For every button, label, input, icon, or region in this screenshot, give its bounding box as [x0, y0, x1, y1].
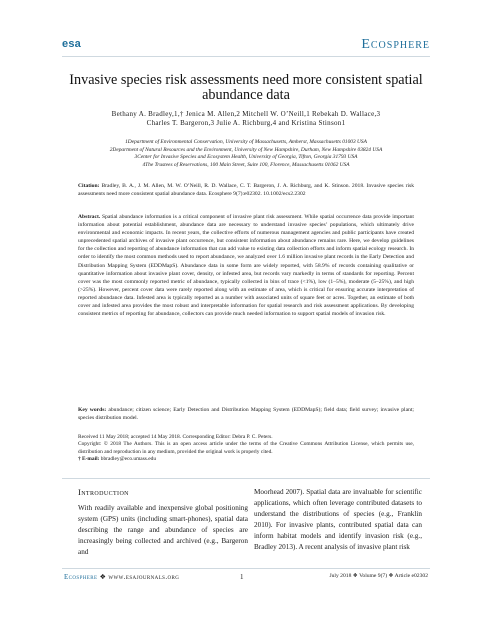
- affiliation-1: 1Department of Environmental Conservation, University of Massachusetts, Amherst, Massachusetts 01003 USA: [125, 139, 367, 145]
- footer-journal-name: Ecosphere: [64, 573, 98, 581]
- footer-journal: [64, 573, 179, 581]
- section-divider: [62, 478, 430, 479]
- keywords-label: Key words:: [78, 407, 107, 413]
- article-title: Invasive species risk assessments need more consistent spatial abundance data: [69, 72, 423, 103]
- affiliation-3: 3Center for Invasive Species and Ecosystem Health, University of Georgia, Tifton, Georgia 31793 USA: [134, 154, 358, 161]
- journal-name: Ecosphere: [361, 37, 430, 52]
- email-line: [78, 456, 414, 463]
- footer-divider: [62, 568, 430, 569]
- author-list: [62, 110, 430, 128]
- body-column-left: With readily available and inexpensive global positioning system (GPS) units (including smart-phones), spatial data describing the range and abundance of species are increasingly being collected and archived (e.g., Bargeron and: [78, 504, 248, 556]
- authors-line-2: Charles T. Bargeron,3 Julie A. Richburg,4 and Kristina Stinson1: [146, 119, 346, 127]
- section-heading-introduction: Introduction: [78, 488, 129, 497]
- citation-text: Bradley, B. A., J. M. Allen, M. W. O’Neill, R. D. Wallace, C. T. Bargeron, J. A. Richburg, and K. Stinson. 2018. Invasive species risk assessments need more consistent spatial abundance data. Ecosphere 9(7):e02302. 10.1002/ecs2.2302: [78, 183, 414, 197]
- body-column-right: Moorhead 2007). Spatial data are invaluable for scientific applications, which often leverage contributed datasets to understand the distributions of species (e.g., Franklin 2010). For invasive plants, contributed spatial data can inform habitat models and identify invasion risk (e.g., Bradley 2013). A recent analysis of invasive plant risk: [254, 488, 422, 551]
- abstract-label: Abstract.: [78, 214, 101, 220]
- citation-label: Citation:: [78, 183, 100, 189]
- citation-block: [78, 182, 414, 198]
- affiliations: [62, 139, 430, 169]
- copyright-line: Copyright: © 2018 The Authors. This is an open access article under the terms of the Creative Commons Attribution License, which permits use, distribution and reproduction in any medium, provided the original work is properly cited.: [78, 441, 414, 455]
- page-number: 1: [240, 573, 244, 581]
- top-band: [0, 0, 492, 34]
- abstract-block: [78, 213, 414, 318]
- received-line: Received 11 May 2018; accepted 14 May 2018. Corresponding Editor: Debra P. C. Peters.: [78, 434, 273, 440]
- footer-site[interactable]: ❖ www.esajournals.org: [97, 573, 180, 581]
- esa-logo: esa: [62, 38, 81, 50]
- header-divider: [62, 56, 430, 57]
- keywords-block: [78, 406, 414, 422]
- authors-line-1: Bethany A. Bradley,1,† Jenica M. Allen,2 Mitchell W. O’Neill,1 Rebekah D. Wallace,3: [111, 110, 381, 118]
- keywords-text: abundance; citizen science; Early Detection and Distribution Mapping System (EDDMapS); field data; field survey; invasive plant; species distribution model.: [78, 407, 414, 421]
- affiliation-2: 2Department of Natural Resources and the Environment, University of New Hampshire, Durham, New Hampshire 03824 USA: [109, 146, 383, 153]
- email-address[interactable]: bbradley@eco.umass.edu: [99, 456, 157, 463]
- affiliation-4: 4The Trustees of Reservations, 100 Main Street, Suite 100, Florence, Massachusetts 01062 USA: [142, 161, 350, 168]
- footer-issue-info: July 2018 ❖ Volume 9(7) ❖ Article e02302: [329, 573, 428, 579]
- abstract-text: Spatial abundance information is a critical component of invasive plant risk assessment. While spatial occurrence data provide important information about potential establishment, abundance data are necessary to understand invasive species’ populations, which ultimately drive environmental and economic impacts. In recent years, the collective efforts of numerous management agencies and public participants have created unprecedented spatial archives of invasive plant occurrence, but consistent information about abundance remains rare. Here, we develop guidelines for the collection and reporting of abundance information that can add value to existing data collection efforts and inform spatial ecology research. In order to identify the most common methods used to report abundance, we analyzed over 1.6 million invasive plant records in the Early Detection and Distribution Mapping System (EDDMapS). Abundance data in some form are widely reported, with 58.9% of records containing qualitative or quantitative information about invasive plant cover, density, or infested area, but records vary markedly in terms of standards for reporting. Percent cover was the most commonly reported metric of abundance, typically collected in bins of trace (<1%), low (1–5%), moderate (5–25%), and high (>25%). However, percent cover data were rarely reported along with an estimate of area, which is critical for ensuring accurate interpretation of reported abundance data. Infested area is typically reported as a number with associated units of square feet or acres. Together, an estimate of both cover and infested area provides the most robust and interpretable information for spatial research and risk assessment applications. By developing consistent metrics of reporting for abundance, collectors can provide much needed information to support spatial models of invasion risk.: [78, 214, 414, 318]
- email-label: † E-mail:: [78, 456, 100, 463]
- article-notes: [78, 434, 414, 464]
